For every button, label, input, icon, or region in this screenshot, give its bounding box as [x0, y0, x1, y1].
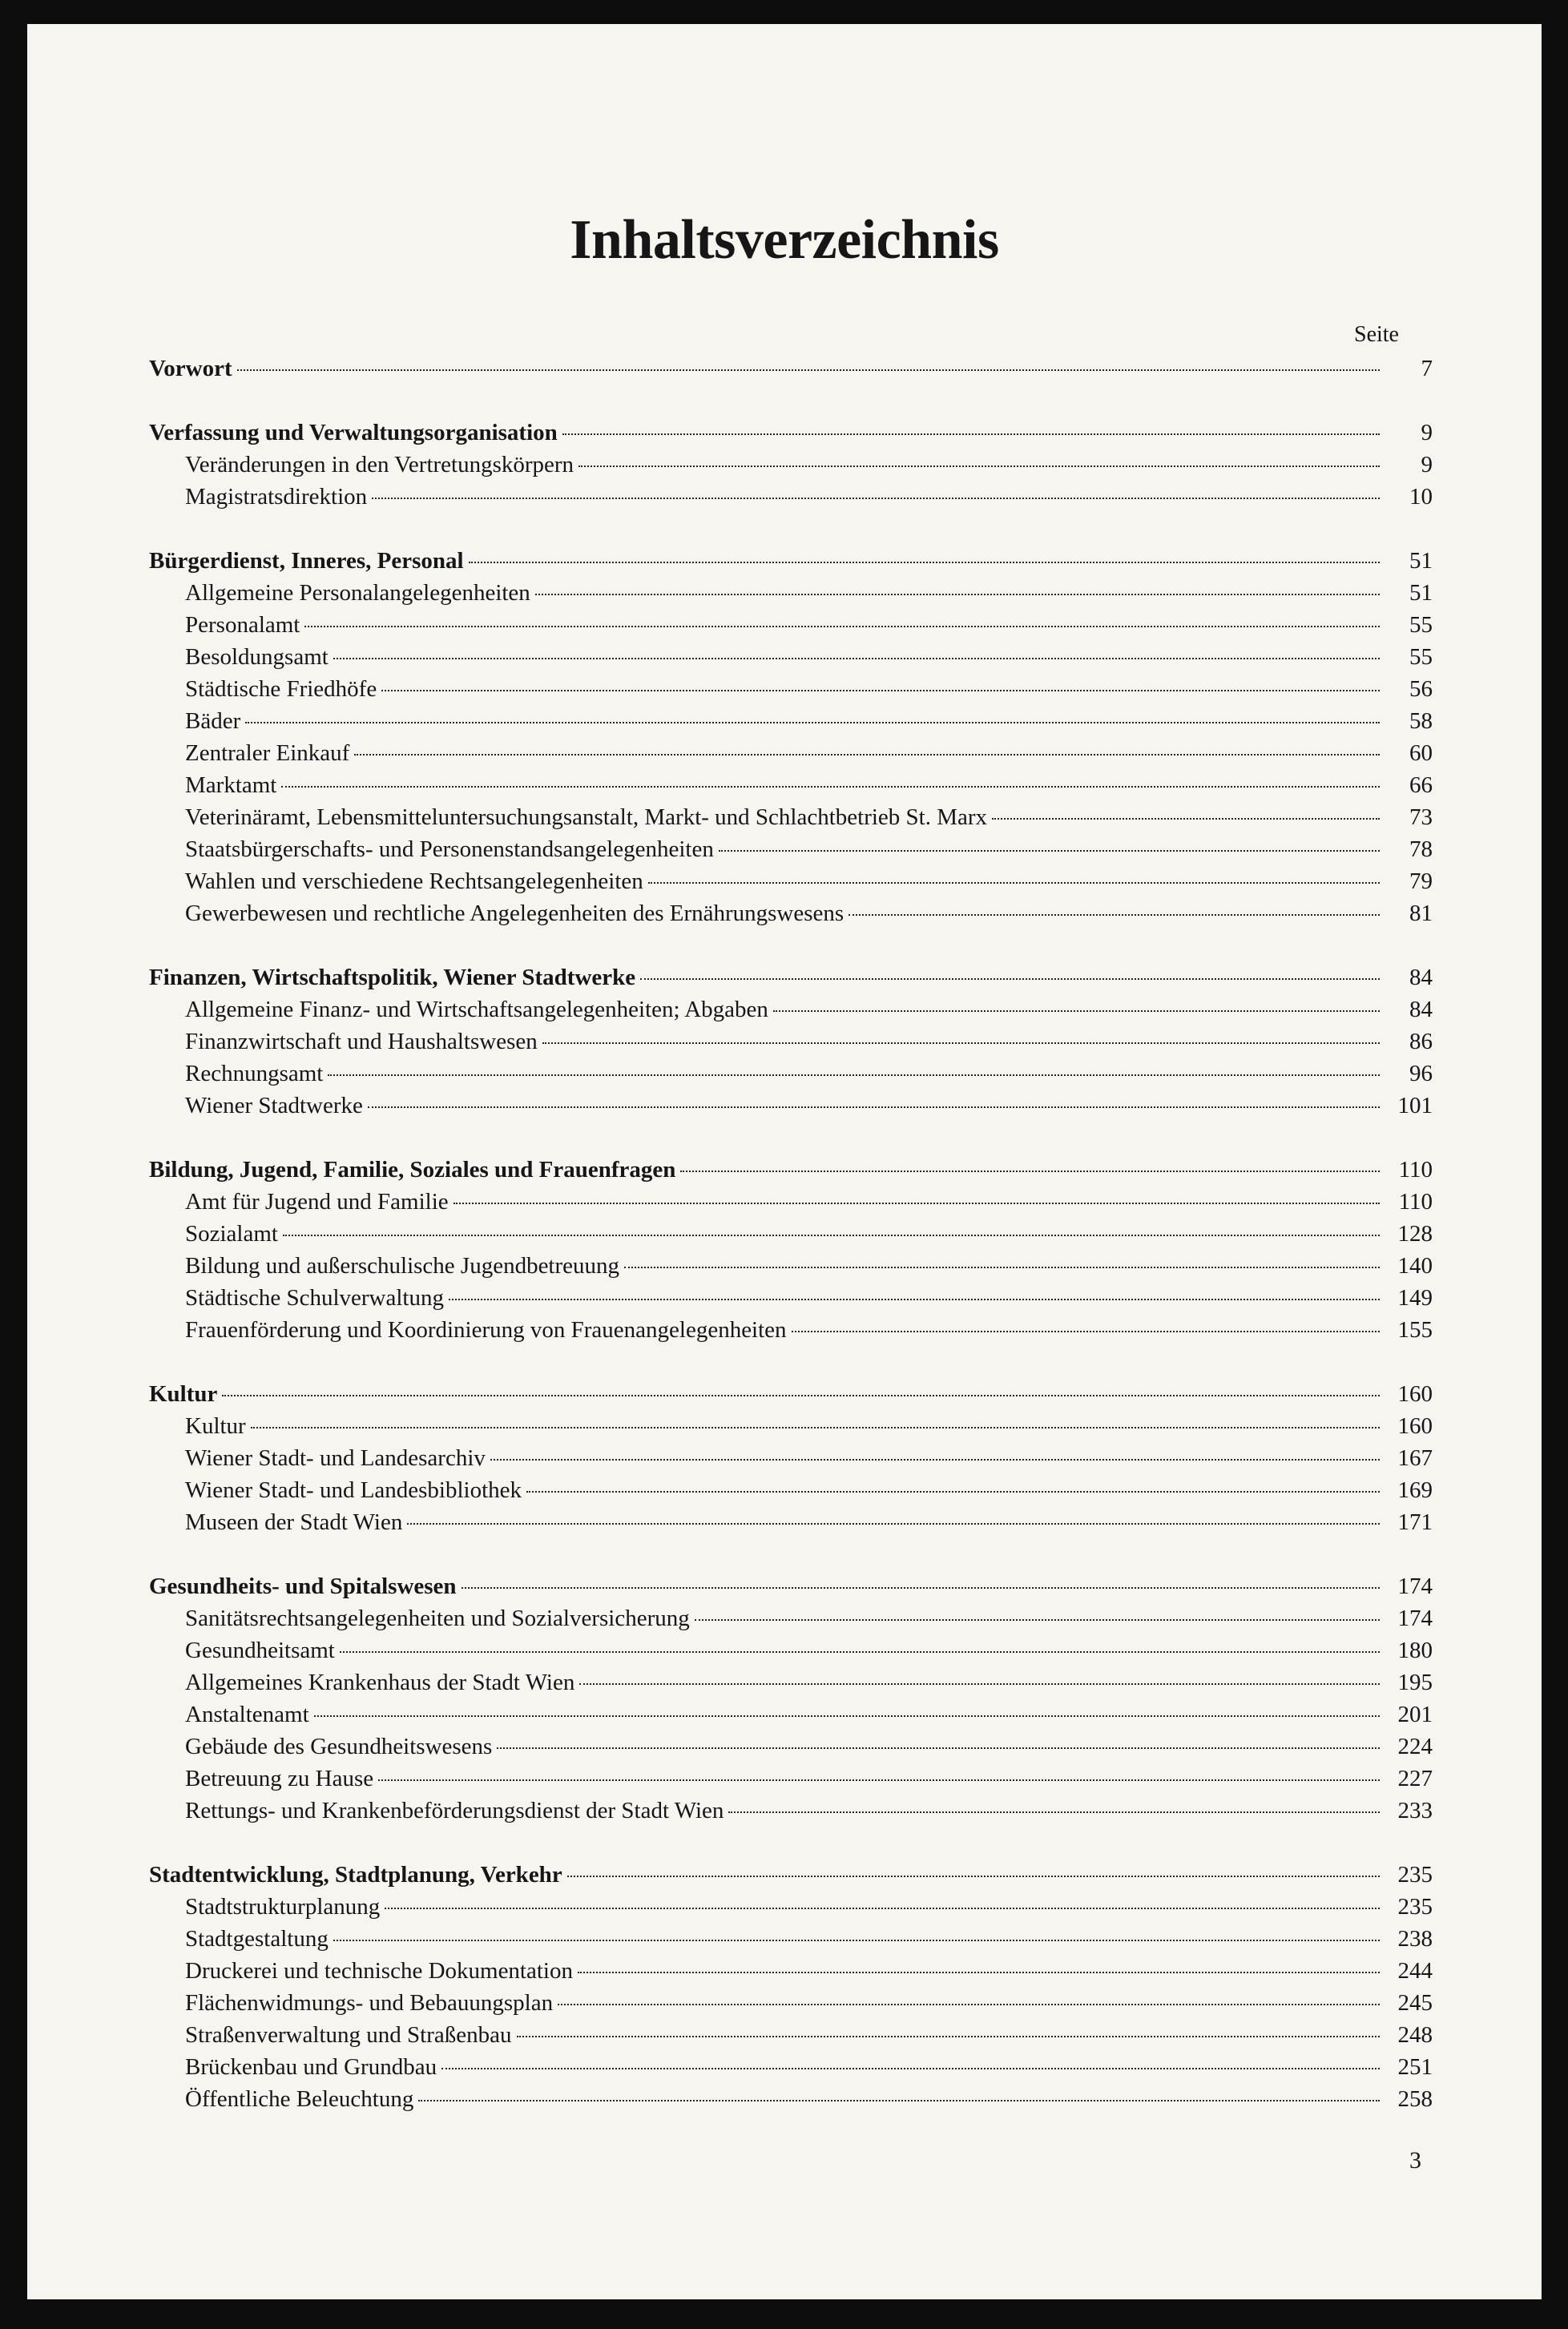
toc-entry-row: [149, 609, 1433, 641]
toc-section: [149, 961, 1433, 1122]
toc-entry-row: [149, 1923, 1433, 1955]
toc-entry-title: Staatsbürgerschafts- und Personenstandsangelegenheiten: [185, 836, 714, 862]
toc-entry-row: [149, 769, 1433, 801]
dot-leader: [848, 914, 1380, 916]
dot-leader: [567, 1876, 1380, 1877]
toc-entry-row: [149, 1090, 1433, 1122]
toc-page-number: 235: [1397, 1894, 1433, 1920]
toc-entry-title: Museen der Stadt Wien: [185, 1509, 403, 1535]
toc-page-number: 10: [1409, 484, 1433, 510]
toc-page-number: 169: [1397, 1477, 1433, 1503]
dot-leader: [624, 1267, 1380, 1268]
dot-leader: [542, 1042, 1380, 1044]
toc-entry-title: Betreuung zu Hause: [185, 1766, 374, 1791]
dot-leader: [314, 1715, 1380, 1717]
dot-leader: [281, 786, 1380, 788]
toc-entry-title: Straßenverwaltung und Straßenbau: [185, 2022, 512, 2048]
toc-entry-title: Kultur: [185, 1413, 246, 1439]
toc-page-number: 167: [1397, 1445, 1433, 1471]
dot-leader: [728, 1811, 1380, 1813]
toc-section-title: Bürgerdienst, Inneres, Personal: [149, 548, 464, 574]
toc-entry-title: Städtische Friedhöfe: [185, 676, 377, 702]
toc-entry-row: [149, 1282, 1433, 1314]
toc-entry-row: [149, 481, 1433, 513]
toc-section-title: Stadtentwicklung, Stadtplanung, Verkehr: [149, 1862, 562, 1888]
toc-page-number: 110: [1398, 1157, 1433, 1183]
toc-entry-row: [149, 1602, 1433, 1634]
toc-entry-title: Zentraler Einkauf: [185, 740, 350, 766]
toc-section-row: [149, 1570, 1433, 1602]
toc-entry-row: [149, 577, 1433, 609]
toc-entry-row: [149, 1250, 1433, 1282]
toc-page-number: 56: [1409, 676, 1433, 702]
toc-page-number: 251: [1397, 2054, 1433, 2080]
toc-entry-row: [149, 2083, 1433, 2115]
toc-entry-row: [149, 1666, 1433, 1698]
toc-page-number: 238: [1397, 1926, 1433, 1952]
toc-entry-title: Frauenförderung und Koordinierung von Frauenangelegenheiten: [185, 1317, 787, 1343]
toc-entry-row: [149, 1186, 1433, 1218]
toc-entry-row: [149, 1410, 1433, 1442]
toc-section-row: [149, 1154, 1433, 1186]
dot-leader: [418, 2100, 1380, 2101]
toc-entry-title: Bäder: [185, 708, 241, 734]
page-number: 3: [1409, 2147, 1421, 2174]
toc-entry-title: Wiener Stadtwerke: [185, 1093, 363, 1118]
toc-entry-title: Wiener Stadt- und Landesarchiv: [185, 1445, 486, 1471]
dot-leader: [695, 1619, 1380, 1621]
toc-section: [149, 417, 1433, 513]
toc-entry-title: Bildung und außerschulische Jugendbetreuung: [185, 1253, 620, 1279]
toc-page-number: 174: [1397, 1606, 1433, 1631]
toc-page-number: 51: [1409, 548, 1433, 574]
toc-page-number: 7: [1421, 356, 1433, 381]
dot-leader: [558, 2004, 1380, 2005]
toc-page-number: 248: [1397, 2022, 1433, 2048]
toc-section-title: Verfassung und Verwaltungsorganisation: [149, 420, 558, 445]
toc-section-row: [149, 417, 1433, 449]
page-title: Inhaltsverzeichnis: [570, 209, 999, 271]
dot-leader: [469, 562, 1380, 563]
toc-page-number: 149: [1397, 1285, 1433, 1311]
dot-leader: [648, 882, 1380, 884]
dot-leader: [719, 850, 1380, 852]
toc-entry-title: Gebäude des Gesundheitswesens: [185, 1734, 493, 1759]
toc-entry-row: [149, 1506, 1433, 1538]
toc-entry-row: [149, 897, 1433, 929]
toc-page-number: 233: [1397, 1798, 1433, 1823]
dot-leader: [368, 1106, 1380, 1108]
toc-section-row: [149, 961, 1433, 993]
dot-leader: [378, 1779, 1380, 1781]
dot-leader: [441, 2068, 1380, 2069]
toc-entry-row: [149, 1955, 1433, 1987]
toc-entry-title: Anstaltenamt: [185, 1702, 309, 1727]
toc-entry-title: Sanitätsrechtsangelegenheiten und Sozialversicherung: [185, 1606, 690, 1631]
toc-section-row: [149, 353, 1433, 385]
toc-page-number: 9: [1421, 420, 1433, 445]
toc-entry-title: Allgemeine Personalangelegenheiten: [185, 580, 530, 606]
toc-page-number: 244: [1397, 1958, 1433, 1984]
toc-page-number: 66: [1409, 772, 1433, 798]
toc-section-title: Vorwort: [149, 356, 232, 381]
toc-page-number: 84: [1409, 997, 1433, 1022]
dot-leader: [535, 594, 1380, 595]
page-column-header: Seite: [1354, 322, 1399, 347]
toc-page-number: 101: [1397, 1093, 1433, 1118]
toc-entry-row: [149, 1763, 1433, 1795]
toc-entry-title: Finanzwirtschaft und Haushaltswesen: [185, 1029, 538, 1054]
toc-page-number: 195: [1397, 1670, 1433, 1695]
toc-entry-title: Magistratsdirektion: [185, 484, 368, 510]
toc-page-number: 51: [1409, 580, 1433, 606]
toc-page-number: 79: [1409, 868, 1433, 894]
toc-section-title: Kultur: [149, 1381, 218, 1407]
toc-section: [149, 1154, 1433, 1346]
toc-entry-title: Druckerei und technische Dokumentation: [185, 1958, 573, 1984]
toc-entry-row: [149, 1731, 1433, 1763]
toc-section: [149, 1378, 1433, 1538]
toc-entry-row: [149, 1218, 1433, 1250]
dot-leader: [340, 1651, 1380, 1653]
toc-entry-title: Veterinäramt, Lebensmitteluntersuchungsanstalt, Markt- und Schlachtbetrieb St. Marx: [185, 804, 988, 830]
toc-page-number: 60: [1409, 740, 1433, 766]
toc-page-number: 227: [1397, 1766, 1433, 1791]
toc-page-number: 55: [1409, 644, 1433, 670]
toc-entry-row: [149, 993, 1433, 1025]
toc-section-title: Gesundheits- und Spitalswesen: [149, 1573, 457, 1599]
toc-entry-row: [149, 673, 1433, 705]
toc-section: [149, 353, 1433, 385]
toc-section: [149, 1859, 1433, 2115]
toc-page-number: 9: [1421, 452, 1433, 477]
dot-leader: [381, 690, 1380, 691]
toc-entry-title: Stadtstrukturplanung: [185, 1894, 381, 1920]
toc-entry-title: Sozialamt: [185, 1221, 278, 1247]
toc-entry-title: Amt für Jugend und Familie: [185, 1189, 449, 1215]
toc-page-number: 81: [1409, 901, 1433, 926]
dot-leader: [385, 1908, 1380, 1909]
toc-page-number: 73: [1409, 804, 1433, 830]
toc-entry-row: [149, 1987, 1433, 2019]
toc-section-row: [149, 1378, 1433, 1410]
toc-entry-title: Wahlen und verschiedene Rechtsangelegenheiten: [185, 868, 643, 894]
dot-leader: [792, 1331, 1380, 1332]
toc-page-number: 128: [1397, 1221, 1433, 1247]
toc-entry-row: [149, 865, 1433, 897]
toc-entry-row: [149, 1795, 1433, 1827]
dot-leader: [497, 1747, 1380, 1749]
toc-entry-row: [149, 1474, 1433, 1506]
dot-leader: [245, 722, 1380, 723]
dot-leader: [680, 1171, 1380, 1172]
toc-entry-title: Allgemeines Krankenhaus der Stadt Wien: [185, 1670, 575, 1695]
toc-entry-title: Besoldungsamt: [185, 644, 329, 670]
dot-leader: [407, 1523, 1380, 1525]
dot-leader: [526, 1491, 1380, 1493]
toc-page-number: 58: [1409, 708, 1433, 734]
dot-leader: [578, 465, 1380, 467]
toc-entry-row: [149, 1314, 1433, 1346]
toc-section: [149, 1570, 1433, 1827]
toc-page-number: 160: [1397, 1413, 1433, 1439]
toc-entry-title: Personalamt: [185, 612, 300, 638]
toc-entry-title: Brückenbau und Grundbau: [185, 2054, 437, 2080]
toc-entry-title: Wiener Stadt- und Landesbibliothek: [185, 1477, 522, 1503]
dot-leader: [578, 1972, 1380, 1973]
toc-page-number: 55: [1409, 612, 1433, 638]
toc-entry-title: Allgemeine Finanz- und Wirtschaftsangelegenheiten; Abgaben: [185, 997, 768, 1022]
dot-leader: [328, 1074, 1380, 1076]
dot-leader: [490, 1459, 1380, 1461]
toc-entry-row: [149, 641, 1433, 673]
dot-leader: [237, 369, 1380, 371]
toc-entry-row: [149, 1025, 1433, 1058]
toc-section-title: Bildung, Jugend, Familie, Soziales und Frauenfragen: [149, 1157, 676, 1183]
toc-entry-row: [149, 2051, 1433, 2083]
toc-entry-row: [149, 1442, 1433, 1474]
dot-leader: [354, 754, 1380, 756]
toc-page-number: 96: [1409, 1061, 1433, 1086]
toc-entry-row: [149, 2019, 1433, 2051]
toc-entry-row: [149, 1058, 1433, 1090]
dot-leader: [333, 658, 1380, 659]
toc-entry-row: [149, 1698, 1433, 1731]
dot-leader: [462, 1587, 1380, 1589]
toc-entry-title: Rettungs- und Krankenbeförderungsdienst der Stadt Wien: [185, 1798, 724, 1823]
toc-entry-row: [149, 705, 1433, 737]
toc-entry-row: [149, 1634, 1433, 1666]
dot-leader: [283, 1235, 1380, 1236]
document-page: [27, 24, 1542, 2299]
toc-page-number: 224: [1397, 1734, 1433, 1759]
toc-page-number: 171: [1397, 1509, 1433, 1535]
toc-entry-title: Gewerbewesen und rechtliche Angelegenheiten des Ernährungswesens: [185, 901, 844, 926]
dot-leader: [453, 1203, 1380, 1204]
dot-leader: [251, 1427, 1380, 1428]
table-of-contents: [149, 353, 1433, 2147]
toc-entry-title: Veränderungen in den Vertretungskörpern: [185, 452, 574, 477]
toc-section-title: Finanzen, Wirtschaftspolitik, Wiener Stadtwerke: [149, 965, 636, 990]
toc-section-row: [149, 545, 1433, 577]
toc-section: [149, 545, 1433, 929]
toc-entry-title: Gesundheitsamt: [185, 1638, 335, 1663]
toc-entry-row: [149, 449, 1433, 481]
dot-leader: [562, 433, 1380, 435]
dot-leader: [517, 2036, 1380, 2037]
toc-entry-title: Marktamt: [185, 772, 277, 798]
toc-page-number: 235: [1397, 1862, 1433, 1888]
toc-entry-title: Stadtgestaltung: [185, 1926, 329, 1952]
toc-entry-title: Flächenwidmungs- und Bebauungsplan: [185, 1990, 554, 2016]
toc-page-number: 201: [1397, 1702, 1433, 1727]
dot-leader: [773, 1010, 1380, 1012]
dot-leader: [222, 1395, 1380, 1396]
dot-leader: [640, 978, 1380, 980]
toc-entry-row: [149, 801, 1433, 833]
toc-entry-title: Rechnungsamt: [185, 1061, 324, 1086]
toc-page-number: 155: [1397, 1317, 1433, 1343]
toc-entry-title: Städtische Schulverwaltung: [185, 1285, 444, 1311]
toc-page-number: 160: [1397, 1381, 1433, 1407]
toc-page-number: 78: [1409, 836, 1433, 862]
toc-entry-row: [149, 1891, 1433, 1923]
toc-section-row: [149, 1859, 1433, 1891]
dot-leader: [372, 498, 1380, 499]
toc-page-number: 174: [1397, 1573, 1433, 1599]
dot-leader: [304, 626, 1380, 627]
toc-page-number: 110: [1398, 1189, 1433, 1215]
dot-leader: [333, 1940, 1380, 1941]
toc-page-number: 140: [1397, 1253, 1433, 1279]
toc-page-number: 180: [1397, 1638, 1433, 1663]
toc-page-number: 258: [1397, 2086, 1433, 2112]
toc-entry-title: Öffentliche Beleuchtung: [185, 2086, 414, 2112]
toc-page-number: 86: [1409, 1029, 1433, 1054]
toc-page-number: 84: [1409, 965, 1433, 990]
toc-entry-row: [149, 737, 1433, 769]
dot-leader: [579, 1683, 1380, 1685]
toc-entry-row: [149, 833, 1433, 865]
dot-leader: [449, 1299, 1380, 1300]
toc-page-number: 245: [1397, 1990, 1433, 2016]
dot-leader: [992, 818, 1380, 820]
